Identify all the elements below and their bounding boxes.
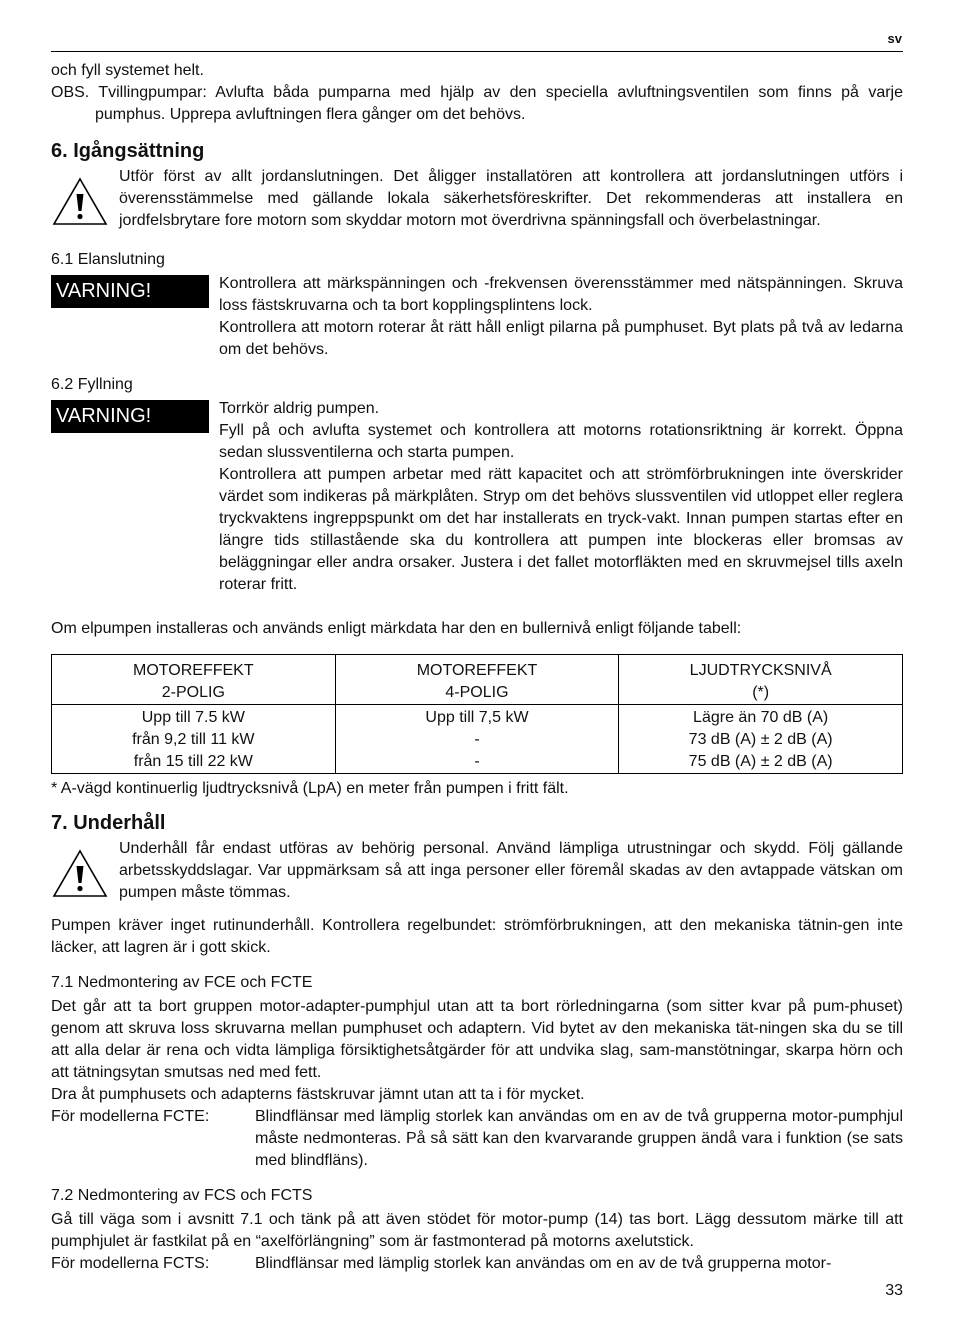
varning-badge: VARNING! — [51, 275, 209, 308]
section-62-block — [51, 398, 903, 596]
noise-intro: Om elpumpen installeras och används enligt märkdata har den en bullernivå enligt följande tabell: — [51, 620, 742, 637]
table-cell-noise: Lägre än 70 dB (A) 73 dB (A) ± 2 dB (A) 75 dB (A) ± 2 dB (A) — [619, 705, 903, 774]
table-header-cell: MOTOREFFEKT 2-POLIG — [52, 655, 336, 705]
section-62-p1: Torrkör aldrig pumpen. — [219, 400, 380, 417]
warning-triangle-icon — [51, 838, 119, 907]
intro-line: och fyll systemet helt. — [51, 62, 204, 79]
section-6-warning — [51, 166, 903, 235]
model-label: För modellerna FCTE: — [51, 1108, 210, 1125]
section-62-title: 6.2 Fyllning — [51, 376, 133, 393]
section-72-title: 7.2 Nedmontering av FCS och FCTS — [51, 1187, 313, 1204]
language-code: sv — [887, 31, 902, 46]
model-text: Blindflänsar med lämplig storlek kan användas om en av de två grupperna motor- — [255, 1255, 832, 1272]
header-rule — [51, 51, 903, 52]
section-61-p2: Kontrollera att motorn roterar åt rätt håll enligt pilarna på pumphuset. Byt plats på två av ledarna om det behövs. — [219, 319, 903, 358]
section-62-p2: Fyll på och avlufta systemet och kontrollera att motorns rotationsriktning är korrekt. Öppna sedan slussventilerna och starta pumpen. — [219, 422, 903, 461]
section-6-title: 6. Igångsättning — [51, 140, 205, 162]
table-header-cell: LJUDTRYCKSNIVÅ (*) — [619, 655, 903, 705]
section-7-p1: Pumpen kräver inget rutinunderhåll. Kontrollera regelbundet: strömförbrukningen, att den mekaniska tätnin-gen inte läcker, att lagren är i gott skick. — [51, 917, 903, 956]
section-7-warning-text: Underhåll får endast utföras av behörig personal. Använd lämpliga utrustningar och skydd. Följ gällande arbetsskyddslagar. Var uppmärksam så att inga personer eller föremål skadas av den avtappade vätskan om pumpen måste tömmas. — [119, 840, 903, 901]
model-text: Blindflänsar med lämplig storlek kan användas om en av de två grupperna motor-pumphjul måste nedmonteras. På så sätt kan den kvarvarande gruppen ändå vara i funktion (se sats med blindfläns). — [255, 1108, 903, 1169]
section-71-p2: Dra åt pumphusets och adapterns fästskruvar jämnt utan att ta i för mycket. — [51, 1086, 585, 1103]
table-header-cell: MOTOREFFEKT 4-POLIG — [335, 655, 619, 705]
table-footnote: * A-vägd kontinuerlig ljudtrycksnivå (LpA) en meter från pumpen i fritt fält. — [51, 780, 569, 797]
section-71-title: 7.1 Nedmontering av FCE och FCTE — [51, 974, 313, 991]
section-72-p1: Gå till väga som i avsnitt 7.1 och tänk på att även stödet för motor-pump (14) tas bort. Lägg dessutom märke till att pumphjulet är fastkilat på en “axelförlängning” som är fastmonterad på motorns axelutstick. — [51, 1211, 903, 1250]
section-61-title: 6.1 Elanslutning — [51, 251, 165, 268]
page-content — [51, 60, 903, 1275]
page-number: 33 — [885, 1282, 903, 1299]
warning-triangle-icon — [51, 166, 119, 235]
section-61-block — [51, 273, 903, 361]
table-cell-4pole: Upp till 7,5 kW - - — [335, 705, 619, 774]
table-row — [52, 705, 903, 774]
section-71-model — [51, 1106, 903, 1172]
section-61-p1: Kontrollera att märkspänningen och -frekvensen överensstämmer med nätspänningen. Skruva loss fästskruvarna och ta bort kopplingsplintens lock. — [219, 275, 903, 314]
section-7-title: 7. Underhåll — [51, 812, 166, 834]
model-label: För modellerna FCTS: — [51, 1255, 210, 1272]
section-71-p1: Det går att ta bort gruppen motor-adapter-pumphjul utan att ta bort rörledningarna (som sitter kvar på pum-phuset) genom att skruva loss skruvarna mellan pumphuset och adaptern. Vid bytet av den mekaniska tät-ningen ska du se till att alla delar är rena och vidta lämpliga försiktighetsåtgärder för att undvika slag, sam-manstötningar, skarpa hörn och att tätningsytan smutsas ned med fett. — [51, 998, 903, 1081]
table-header-row — [52, 655, 903, 705]
noise-table — [51, 654, 903, 774]
section-62-p3: Kontrollera att pumpen arbetar med rätt kapacitet och att strömförbrukningen inte överskrider värdet som indikeras på märkplåten. Stryp om det behövs slussventilen vid utloppet eller reglera tryckvaktens ingreppspunkt om det har installerats en tryck-vakt. Innan pumpen startas efter en längre tids stillastående ska du kontrollera att pumpen inte blockeras eller bromsas av beläggningar eller andra orsaker. Justera i det fallet motorfläkten med en skruvmejsel tills axeln roterar fritt. — [219, 466, 903, 593]
section-72-model — [51, 1253, 903, 1275]
obs-note: OBS. Tvillingpumpar: Avlufta båda pumparna med hjälp av den speciella avluftningsventilen som finns på varje pumphus. Upprepa avluftningen flera gånger om det behövs. — [51, 84, 903, 123]
varning-badge: VARNING! — [51, 400, 209, 433]
section-7-warning — [51, 838, 903, 907]
table-cell-2pole: Upp till 7.5 kW från 9,2 till 11 kW från 15 till 22 kW — [52, 705, 336, 774]
section-6-warning-text: Utför först av allt jordanslutningen. Det åligger installatören att kontrollera att jordanslutningen utförs i överensstämmelse med gällande lokala säkerhetsföreskrifter. Det rekommenderas att installera en jordfelsbrytare fore motorn som skyddar motorn mot överdrivna spänningsfall och överbelastningar. — [119, 168, 903, 229]
